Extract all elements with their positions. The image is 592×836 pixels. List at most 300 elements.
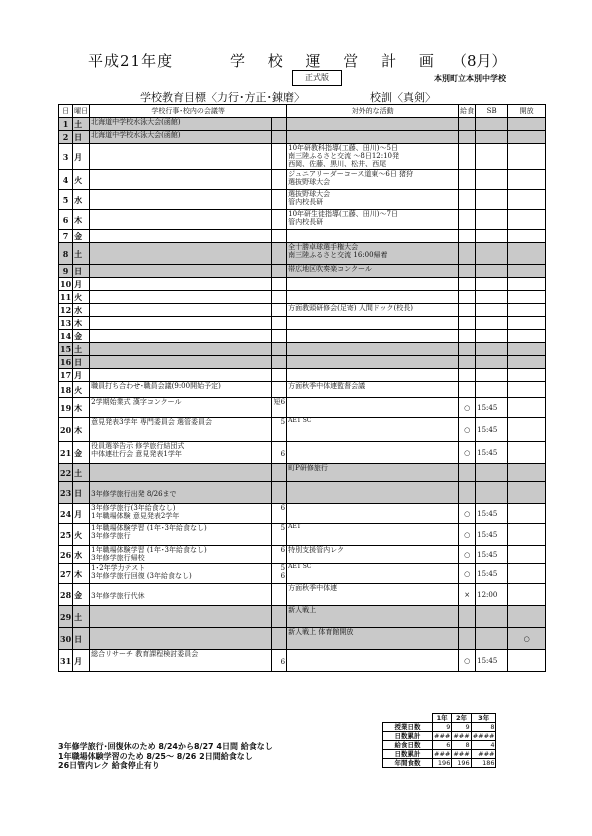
open-cell: ○ bbox=[508, 628, 546, 650]
period-cell bbox=[272, 131, 287, 144]
weekday-cell: 日 bbox=[73, 482, 90, 504]
table-row bbox=[59, 265, 546, 278]
stats-value: 196 bbox=[452, 759, 471, 768]
table-row bbox=[59, 230, 546, 243]
table-row bbox=[59, 628, 546, 650]
sb-cell bbox=[476, 628, 508, 650]
external-cell: AET bbox=[287, 524, 459, 546]
period-cell bbox=[272, 230, 287, 243]
open-cell bbox=[508, 382, 546, 398]
external-cell bbox=[287, 356, 459, 369]
period-cell bbox=[272, 356, 287, 369]
external-cell: 方面教頭研修会(足寄) 人間ドック(校長) bbox=[287, 304, 459, 317]
table-row bbox=[59, 330, 546, 343]
day-cell: 4 bbox=[59, 170, 73, 190]
table-row bbox=[59, 398, 546, 418]
day-cell: 2 bbox=[59, 131, 73, 144]
day-cell: 31 bbox=[59, 650, 73, 672]
weekday-cell: 火 bbox=[73, 170, 90, 190]
external-cell: 帯広地区吹奏楽コンクール bbox=[287, 265, 459, 278]
external-cell bbox=[287, 230, 459, 243]
event-cell bbox=[90, 343, 272, 356]
event-cell bbox=[90, 330, 272, 343]
event-cell bbox=[90, 243, 272, 265]
open-cell bbox=[508, 546, 546, 564]
table-row bbox=[59, 291, 546, 304]
note-line: 3年修学旅行･回復休のため 8/24から8/27 4日間 給食なし bbox=[58, 742, 273, 751]
open-cell bbox=[508, 442, 546, 464]
stats-row bbox=[383, 759, 496, 768]
sb-cell bbox=[476, 482, 508, 504]
period-cell bbox=[272, 584, 287, 606]
open-cell bbox=[508, 584, 546, 606]
weekday-cell: 日 bbox=[73, 131, 90, 144]
sb-cell bbox=[476, 606, 508, 628]
period-cell: 5 bbox=[272, 418, 287, 442]
sb-cell: 15:45 bbox=[476, 398, 508, 418]
open-cell bbox=[508, 564, 546, 584]
stats-table bbox=[382, 713, 496, 768]
weekday-cell: 月 bbox=[73, 144, 90, 170]
sb-cell bbox=[476, 210, 508, 230]
external-cell bbox=[287, 118, 459, 131]
event-cell bbox=[90, 265, 272, 278]
lunch-cell: ○ bbox=[459, 564, 476, 584]
lunch-cell bbox=[459, 170, 476, 190]
weekday-cell: 火 bbox=[73, 382, 90, 398]
period-cell: 6 bbox=[272, 546, 287, 564]
external-cell: 全十勝卓球選手権大会 南三陸ふるさと交流 16:00帰着 bbox=[287, 243, 459, 265]
day-cell: 16 bbox=[60, 357, 72, 367]
period-cell bbox=[272, 170, 287, 190]
lunch-cell: ○ bbox=[459, 418, 476, 442]
table-row bbox=[59, 650, 546, 672]
open-cell bbox=[508, 330, 546, 343]
external-cell: 方面秋季中体連 bbox=[287, 584, 459, 606]
open-cell bbox=[508, 118, 546, 131]
event-cell: 1年職場体験学習 (1年･3年給食なし) 3年修学旅行 bbox=[90, 524, 272, 546]
stats-corner bbox=[383, 714, 433, 723]
lunch-cell bbox=[459, 482, 476, 504]
open-cell bbox=[508, 606, 546, 628]
external-cell bbox=[287, 131, 459, 144]
event-cell bbox=[90, 144, 272, 170]
sb-cell: 15:45 bbox=[476, 524, 508, 546]
open-cell bbox=[508, 144, 546, 170]
sb-cell bbox=[476, 330, 508, 343]
sb-cell bbox=[476, 230, 508, 243]
col-day: 日 bbox=[59, 105, 73, 118]
notes bbox=[58, 742, 273, 771]
external-cell: 町P研修旅行 bbox=[287, 464, 459, 482]
external-cell: 選抜野球大会 管内校長研 bbox=[287, 190, 459, 210]
day-cell: 10 bbox=[60, 279, 72, 289]
col-open: 開放 bbox=[508, 105, 546, 118]
stats-value: ### bbox=[434, 749, 451, 758]
external-cell: 10年研生徒指導(工藤、田川)～7日 管内校長研 bbox=[287, 210, 459, 230]
weekday-cell: 木 bbox=[73, 398, 90, 418]
stats-row bbox=[383, 741, 496, 750]
external-cell: 特別支援管内レク bbox=[287, 546, 459, 564]
day-cell: 29 bbox=[59, 606, 73, 628]
sb-cell: 15:45 bbox=[476, 504, 508, 524]
stats-value: ### bbox=[471, 750, 496, 759]
stats-value: 9 bbox=[452, 723, 471, 732]
day-cell: 27 bbox=[59, 564, 73, 584]
day-cell: 9 bbox=[59, 265, 73, 278]
period-cell bbox=[272, 210, 287, 230]
external-cell: 10年研教科指導(工藤、田川)～5日 南三陸ふるさと交流 ～8日12:10発 西岡、佐藤、黒川、松井、西尾 bbox=[287, 144, 459, 170]
open-cell bbox=[508, 170, 546, 190]
event-cell: 3年修学旅行代休 bbox=[90, 584, 272, 606]
open-cell bbox=[508, 265, 546, 278]
external-cell bbox=[287, 504, 459, 524]
period-cell bbox=[272, 265, 287, 278]
day-cell: 18 bbox=[59, 382, 73, 398]
open-cell bbox=[508, 418, 546, 442]
period-cell: 6 bbox=[272, 442, 287, 464]
period-cell: 5 bbox=[272, 524, 287, 546]
table-row bbox=[59, 170, 546, 190]
sb-cell: 15:45 bbox=[476, 442, 508, 464]
day-cell: 22 bbox=[59, 464, 73, 482]
period-cell bbox=[272, 382, 287, 398]
lunch-cell bbox=[459, 210, 476, 230]
period-cell: 5 6 bbox=[272, 564, 287, 584]
table-row bbox=[59, 343, 546, 356]
table-row bbox=[59, 442, 546, 464]
sb-cell bbox=[476, 369, 508, 382]
sb-cell bbox=[476, 304, 508, 317]
stats-value: ### bbox=[453, 749, 470, 758]
stats-grade-header: 1年 bbox=[433, 714, 452, 723]
lunch-cell bbox=[459, 369, 476, 382]
weekday-cell: 木 bbox=[73, 210, 90, 230]
plan-month: （8月） bbox=[452, 52, 507, 70]
lunch-cell bbox=[459, 243, 476, 265]
sb-cell bbox=[476, 118, 508, 131]
day-cell: 7 bbox=[59, 230, 73, 243]
external-cell bbox=[287, 330, 459, 343]
day-cell: 8 bbox=[59, 243, 73, 265]
stats-value: 4 bbox=[471, 741, 496, 750]
stats-label: 授業日数 bbox=[383, 723, 433, 732]
table-header-row bbox=[59, 105, 546, 118]
external-cell: AET SC bbox=[287, 564, 459, 584]
weekday-cell: 土 bbox=[73, 118, 90, 131]
table-row bbox=[59, 418, 546, 442]
note-line: 26日管内レク 給食停止有り bbox=[58, 761, 160, 770]
event-cell: 北海道中学校水泳大会(函館) bbox=[90, 118, 272, 131]
external-cell bbox=[287, 650, 459, 672]
weekday-cell: 水 bbox=[73, 304, 90, 317]
day-cell: 3 bbox=[59, 144, 73, 170]
school-motto: 校訓〈真剣〉 bbox=[370, 91, 436, 104]
table-row bbox=[59, 118, 546, 131]
event-cell: 1年職場体験学習 (1年･3年給食なし) 3年修学旅行帰校 bbox=[90, 546, 272, 564]
lunch-cell bbox=[459, 131, 476, 144]
table-row bbox=[59, 131, 546, 144]
event-cell: 職員打ち合わせ･職員会議(9:00開始予定) bbox=[90, 382, 272, 398]
schedule-table bbox=[58, 104, 546, 672]
open-cell bbox=[508, 278, 546, 291]
open-cell bbox=[508, 504, 546, 524]
weekday-cell: 日 bbox=[73, 628, 90, 650]
weekday-cell: 水 bbox=[73, 190, 90, 210]
external-cell bbox=[287, 398, 459, 418]
weekday-cell: 火 bbox=[73, 524, 90, 546]
lunch-cell: ○ bbox=[459, 442, 476, 464]
weekday-cell: 土 bbox=[73, 343, 90, 356]
col-school-events: 学校行事･校内の会議等 bbox=[90, 105, 287, 118]
event-cell: 役員選挙告示 修学旅行結団式 中体連壮行会 意見発表1学年 bbox=[90, 442, 272, 464]
table-row bbox=[59, 144, 546, 170]
stats-label: 日数累計 bbox=[383, 732, 433, 741]
event-cell: 北海道中学校水泳大会(函館) bbox=[90, 131, 272, 144]
sb-cell bbox=[476, 382, 508, 398]
event-cell: 総合リサーチ 教育課程検討委員会 bbox=[90, 650, 272, 672]
table-row bbox=[59, 524, 546, 546]
sb-cell: 15:45 bbox=[476, 418, 508, 442]
lunch-cell bbox=[459, 190, 476, 210]
lunch-cell bbox=[459, 382, 476, 398]
stats-label: 給食日数 bbox=[383, 741, 433, 750]
lunch-cell bbox=[459, 291, 476, 304]
table-row bbox=[59, 464, 546, 482]
lunch-cell: ○ bbox=[459, 524, 476, 546]
weekday-cell: 月 bbox=[73, 504, 90, 524]
weekday-cell: 土 bbox=[73, 243, 90, 265]
stats-value: ### bbox=[434, 731, 451, 740]
period-cell bbox=[272, 118, 287, 131]
weekday-cell: 金 bbox=[73, 230, 90, 243]
open-cell bbox=[508, 243, 546, 265]
day-cell: 23 bbox=[59, 482, 73, 504]
table-row bbox=[59, 606, 546, 628]
sb-cell bbox=[476, 265, 508, 278]
sb-cell: 15:45 bbox=[476, 564, 508, 584]
weekday-cell: 日 bbox=[73, 356, 90, 369]
stats-value: 196 bbox=[433, 759, 452, 768]
event-cell bbox=[90, 190, 272, 210]
weekday-cell: 月 bbox=[73, 369, 90, 382]
lunch-cell bbox=[459, 265, 476, 278]
external-cell bbox=[287, 317, 459, 330]
lunch-cell: ○ bbox=[459, 398, 476, 418]
table-row bbox=[59, 382, 546, 398]
table-row bbox=[59, 278, 546, 291]
open-cell bbox=[508, 131, 546, 144]
sb-cell bbox=[476, 243, 508, 265]
lunch-cell: × bbox=[459, 584, 476, 606]
external-cell: 方面秋季中体連監督会議 bbox=[287, 382, 459, 398]
col-lunch: 給食 bbox=[459, 105, 476, 118]
period-cell bbox=[272, 343, 287, 356]
period-cell: 6 bbox=[272, 650, 287, 672]
weekday-cell: 月 bbox=[73, 650, 90, 672]
external-cell: 新人戦上 bbox=[287, 606, 459, 628]
event-cell bbox=[90, 278, 272, 291]
period-cell: 短6 bbox=[272, 398, 287, 418]
event-cell bbox=[90, 356, 272, 369]
stats-value: 6 bbox=[433, 741, 452, 750]
period-cell bbox=[272, 144, 287, 170]
sb-cell bbox=[476, 317, 508, 330]
period-cell bbox=[272, 278, 287, 291]
stats-value: ### bbox=[453, 731, 470, 740]
weekday-cell: 月 bbox=[73, 278, 90, 291]
table-row bbox=[59, 317, 546, 330]
weekday-cell: 水 bbox=[73, 546, 90, 564]
lunch-cell bbox=[459, 464, 476, 482]
day-cell: 25 bbox=[59, 524, 73, 546]
weekday-cell: 火 bbox=[73, 291, 90, 304]
sb-cell bbox=[476, 356, 508, 369]
lunch-cell bbox=[459, 606, 476, 628]
table-row bbox=[59, 369, 546, 382]
sb-cell bbox=[476, 343, 508, 356]
period-cell bbox=[272, 291, 287, 304]
table-row bbox=[59, 190, 546, 210]
open-cell bbox=[508, 317, 546, 330]
lunch-cell bbox=[459, 278, 476, 291]
weekday-cell: 土 bbox=[73, 464, 90, 482]
day-cell: 26 bbox=[59, 546, 73, 564]
stats-row bbox=[383, 750, 496, 759]
external-cell bbox=[287, 343, 459, 356]
open-cell bbox=[508, 343, 546, 356]
plan-title: 学 校 運 営 計 画 bbox=[230, 52, 443, 70]
period-cell bbox=[272, 606, 287, 628]
lunch-cell bbox=[459, 230, 476, 243]
day-cell: 17 bbox=[60, 370, 72, 380]
weekday-cell: 金 bbox=[73, 584, 90, 606]
event-cell: 2学期始業式 漢字コンクール bbox=[90, 398, 272, 418]
plan-year: 平成21年度 bbox=[88, 52, 174, 70]
lunch-cell bbox=[459, 144, 476, 170]
stats-label: 年間食数 bbox=[383, 759, 433, 768]
lunch-cell: ○ bbox=[459, 650, 476, 672]
open-cell bbox=[508, 369, 546, 382]
event-cell bbox=[90, 304, 272, 317]
weekday-cell: 木 bbox=[73, 564, 90, 584]
day-cell: 20 bbox=[59, 418, 73, 442]
lunch-cell bbox=[459, 356, 476, 369]
lunch-cell: ○ bbox=[459, 546, 476, 564]
day-cell: 11 bbox=[60, 292, 72, 302]
stats-grade-header: 2年 bbox=[452, 714, 471, 723]
lunch-cell: ○ bbox=[459, 504, 476, 524]
period-cell bbox=[272, 304, 287, 317]
event-cell bbox=[90, 628, 272, 650]
period-cell bbox=[272, 464, 287, 482]
period-cell: 6 bbox=[272, 504, 287, 524]
col-weekday: 曜日 bbox=[73, 105, 90, 118]
period-cell bbox=[272, 190, 287, 210]
sb-cell bbox=[476, 291, 508, 304]
period-cell bbox=[272, 369, 287, 382]
open-cell bbox=[508, 650, 546, 672]
day-cell: 21 bbox=[59, 442, 73, 464]
table-row bbox=[59, 482, 546, 504]
lunch-cell bbox=[459, 330, 476, 343]
sb-cell bbox=[476, 170, 508, 190]
school-name: 本別町立本別中学校 bbox=[434, 74, 506, 83]
open-cell bbox=[508, 304, 546, 317]
lunch-cell bbox=[459, 118, 476, 131]
open-cell bbox=[508, 230, 546, 243]
stats-value: 8 bbox=[452, 741, 471, 750]
period-cell bbox=[272, 482, 287, 504]
open-cell bbox=[508, 398, 546, 418]
event-cell bbox=[90, 230, 272, 243]
sb-cell bbox=[476, 190, 508, 210]
period-cell bbox=[272, 243, 287, 265]
open-cell bbox=[508, 190, 546, 210]
open-cell bbox=[508, 210, 546, 230]
event-cell: 意見発表3学年 専門委員会 選管委員会 bbox=[90, 418, 272, 442]
external-cell bbox=[287, 442, 459, 464]
stats-value: #### bbox=[472, 731, 495, 740]
event-cell: 1･2年学力テスト 3年修学旅行回復 (3年給食なし) bbox=[90, 564, 272, 584]
education-goal: 学校教育目標〈力行･方正･錬磨〉 bbox=[140, 91, 305, 104]
external-cell bbox=[287, 278, 459, 291]
event-cell bbox=[90, 317, 272, 330]
day-cell: 5 bbox=[59, 190, 73, 210]
open-cell bbox=[508, 464, 546, 482]
sb-cell bbox=[476, 278, 508, 291]
sb-cell bbox=[476, 131, 508, 144]
weekday-cell: 木 bbox=[73, 317, 90, 330]
stats-value: 8 bbox=[471, 723, 496, 732]
official-version-badge: 正式版 bbox=[292, 70, 342, 86]
table-row bbox=[59, 584, 546, 606]
period-cell bbox=[272, 330, 287, 343]
event-cell bbox=[90, 210, 272, 230]
weekday-cell: 日 bbox=[73, 265, 90, 278]
table-row bbox=[59, 304, 546, 317]
period-cell bbox=[272, 317, 287, 330]
day-cell: 30 bbox=[59, 628, 73, 650]
day-cell: 1 bbox=[59, 118, 73, 131]
open-cell bbox=[508, 356, 546, 369]
lunch-cell bbox=[459, 304, 476, 317]
external-cell bbox=[287, 291, 459, 304]
event-cell: 3年修学旅行出発 8/26まで bbox=[90, 482, 272, 504]
open-cell bbox=[508, 291, 546, 304]
sb-cell bbox=[476, 464, 508, 482]
stats-row bbox=[383, 732, 496, 741]
stats-value: 9 bbox=[433, 723, 452, 732]
external-cell: ジュニアリーダーコース道東～6日 猪狩 選抜野球大会 bbox=[287, 170, 459, 190]
event-cell: 3年修学旅行(3年給食なし) 1年職場体験 意見発表2学年 bbox=[90, 504, 272, 524]
stats-head-row bbox=[383, 714, 496, 723]
external-cell bbox=[287, 369, 459, 382]
lunch-cell bbox=[459, 317, 476, 330]
event-cell bbox=[90, 291, 272, 304]
day-cell: 14 bbox=[60, 331, 72, 341]
table-row bbox=[59, 243, 546, 265]
col-external: 対外的な活動 bbox=[287, 105, 459, 118]
event-cell bbox=[90, 606, 272, 628]
sb-cell: 12:00 bbox=[476, 584, 508, 606]
col-sb: SB bbox=[476, 105, 508, 118]
day-cell: 28 bbox=[59, 584, 73, 606]
external-cell: AET SC bbox=[287, 418, 459, 442]
stats-value: 186 bbox=[471, 759, 496, 768]
table-row bbox=[59, 210, 546, 230]
table-row bbox=[59, 504, 546, 524]
